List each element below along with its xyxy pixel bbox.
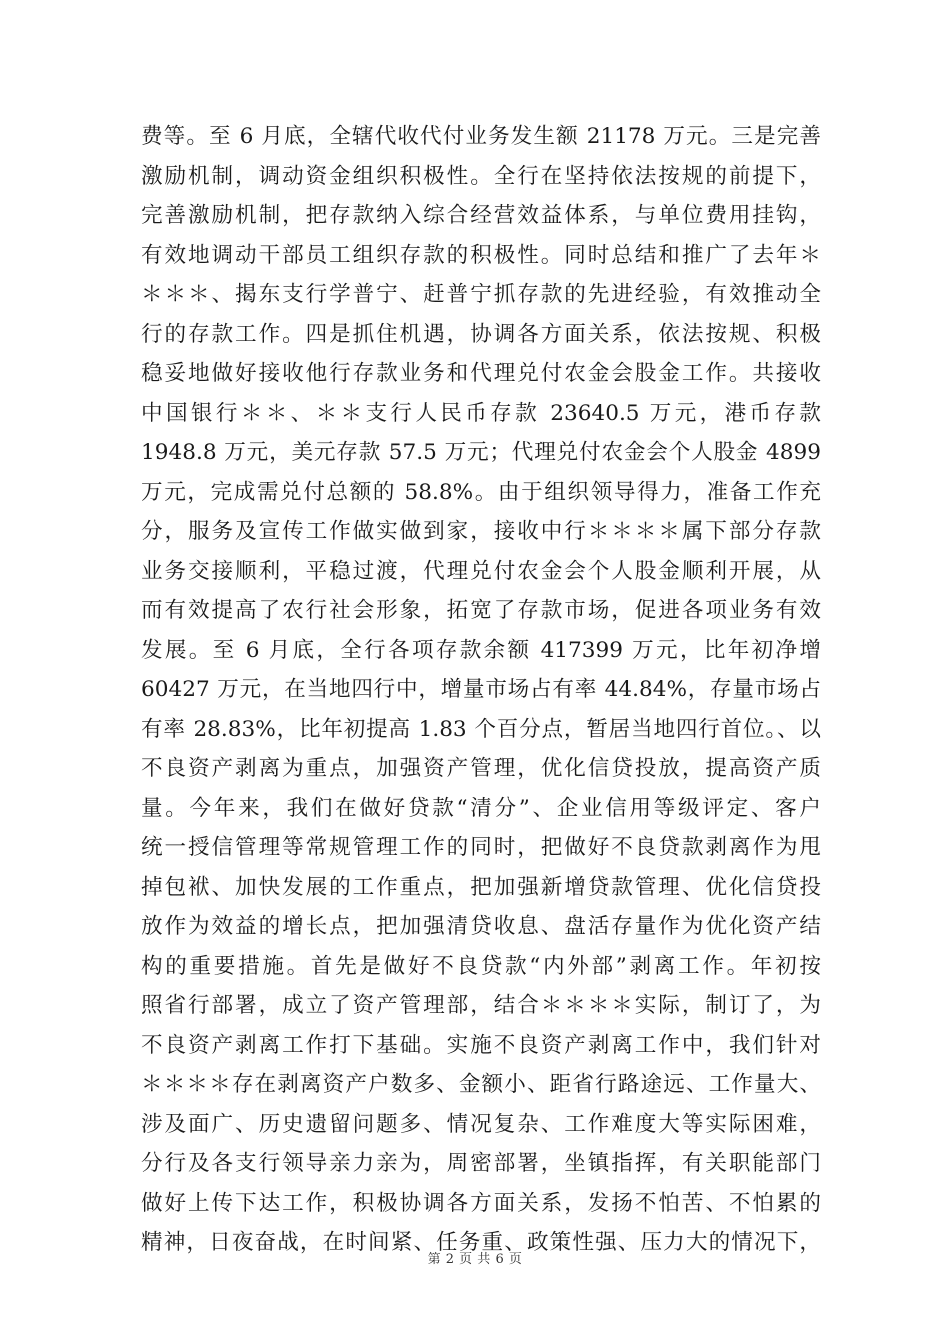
text-line: 业务交接顺利，平稳过渡，代理兑付农金会个人股金顺利开展，从 (141, 558, 821, 584)
text-line: 量。今年来，我们在做好贷款“清分”、企业信用等级评定、客户 (141, 795, 821, 821)
text-line: ＊＊＊、揭东支行学普宁、赶普宁抓存款的先进经验，有效推动全 (141, 282, 821, 307)
text-line: 不良资产剥离为重点，加强资产管理，优化信贷投放，提高资产质 (141, 756, 821, 781)
text-line: 统一授信管理等常规管理工作的同时，把做好不良贷款剥离作为甩 (141, 835, 821, 860)
body-text (141, 117, 821, 1263)
text-line: 行的存款工作。四是抓住机遇，协调各方面关系，依法按规、积极 (141, 321, 821, 347)
text-line: 激励机制，调动资金组织积极性。全行在坚持依法按规的前提下， (141, 163, 821, 189)
text-line: ＊＊＊＊存在剥离资产户数多、金额小、距省行路途远、工作量大、 (141, 1072, 821, 1097)
text-line: 掉包袱、加快发展的工作重点，把加强新增贷款管理、优化信贷投 (141, 874, 821, 900)
page-number: 第 2 页 共 6 页 (427, 1252, 523, 1267)
text-line: 照省行部署，成立了资产管理部，结合＊＊＊＊实际，制订了，为 (141, 993, 821, 1018)
text-line: 完善激励机制，把存款纳入综合经营效益体系，与单位费用挂钩， (141, 203, 821, 228)
text-line: 稳妥地做好接收他行存款业务和代理兑付农金会股金工作。共接收 (141, 361, 821, 386)
text-line: 60427 万元，在当地四行中，增量市场占有率 44.84%，存量市场占 (141, 677, 821, 702)
text-line: 精神，日夜奋战，在时间紧、任务重、政策性强、压力大的情况下， (141, 1230, 821, 1255)
text-line: 中国银行＊＊、＊＊支行人民币存款 23640.5 万元，港币存款 (141, 400, 821, 426)
text-line: 分行及各支行领导亲力亲为，周密部署，坐镇指挥，有关职能部门 (141, 1151, 821, 1176)
text-line: 做好上传下达工作，积极协调各方面关系，发扬不怕苦、不怕累的 (141, 1190, 821, 1216)
text-line: 构的重要措施。首先是做好不良贷款“内外部”剥离工作。年初按 (141, 953, 821, 979)
text-line: 发展。至 6 月底，全行各项存款余额 417399 万元，比年初净增 (141, 637, 821, 663)
text-line: 有效地调动干部员工组织存款的积极性。同时总结和推广了去年＊ (141, 242, 821, 268)
text-line: 分，服务及宣传工作做实做到家，接收中行＊＊＊＊属下部分存款 (141, 519, 821, 544)
text-line: 费等。至 6 月底，全辖代收代付业务发生额 21178 万元。三是完善 (141, 124, 821, 149)
text-line: 放作为效益的增长点，把加强清贷收息、盘活存量作为优化资产结 (141, 914, 821, 939)
text-line: 涉及面广、历史遗留问题多、情况复杂、工作难度大等实际困难， (141, 1111, 821, 1137)
text-line: 而有效提高了农行社会形象，拓宽了存款市场，促进各项业务有效 (141, 598, 821, 623)
text-line: 万元，完成需兑付总额的 58.8%。由于组织领导得力，准备工作充 (141, 479, 821, 505)
text-line: 不良资产剥离工作打下基础。实施不良资产剥离工作中，我们针对 (141, 1032, 821, 1058)
text-line: 有率 28.83%，比年初提高 1.83 个百分点，暂居当地四行首位。、以 (141, 716, 821, 742)
text-line: 1948.8 万元，美元存款 57.5 万元；代理兑付农金会个人股金 4899 (141, 440, 821, 465)
